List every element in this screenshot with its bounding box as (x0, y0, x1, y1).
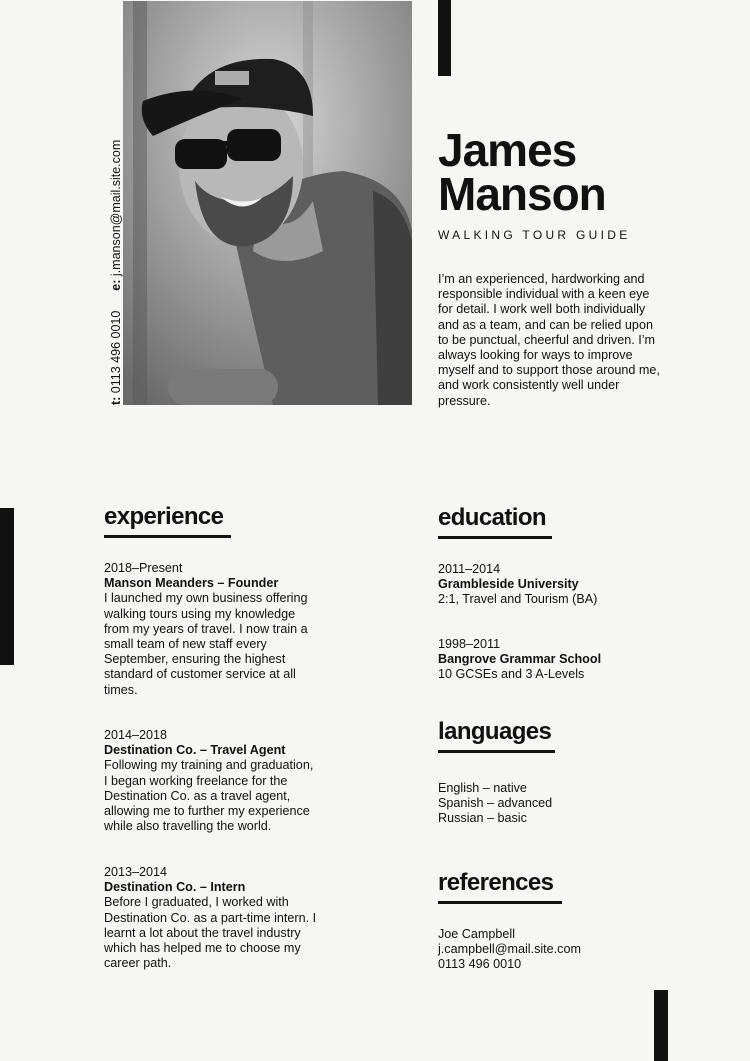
profile-photo (123, 1, 412, 405)
email-contact[interactable]: e: j.manson@mail.site.com (109, 139, 123, 291)
education-item (438, 637, 678, 683)
bottom-accent-bar (654, 990, 668, 1061)
education-heading: education (438, 504, 552, 539)
experience-dates: 2014–2018 (104, 728, 168, 742)
profile-summary: I’m an experienced, hardworking and responsible individual with a keen eye for detail. I work well both individually and as a team, and can be relied upon to be punctual, cheerful and driven. I’m always looking for ways to improve myself and to support those around me, and work consistently well under pressure. (438, 272, 660, 408)
experience-position: Destination Co. – Travel Agent (104, 743, 286, 758)
reference-name: Joe Campbell (438, 927, 516, 941)
education-item (438, 562, 678, 608)
reference-email[interactable]: j.campbell@mail.site.com (438, 942, 581, 957)
contact-info (106, 0, 126, 405)
education-detail: 10 GCSEs and 3 A-Levels (438, 667, 585, 682)
references-heading: references (438, 869, 562, 904)
phone-contact[interactable]: t: 0113 496 0010 (109, 310, 123, 405)
experience-position: Destination Co. – Intern (104, 880, 246, 895)
experience-item (104, 728, 319, 834)
experience-description: Following my training and graduation, I began working freelance for the Destination Co. as a travel agent, allowing me to further my experience while also travelling the world. (104, 758, 314, 834)
experience-position: Manson Meanders – Founder (104, 576, 279, 591)
experience-description: Before I graduated, I worked with Destination Co. as a part-time intern. I learnt a lot about the travel industry which has helped me to choose my career path. (104, 895, 317, 971)
experience-heading: experience (104, 503, 231, 538)
experience-dates: 2018–Present (104, 561, 183, 575)
last-name: Manson (438, 168, 606, 220)
education-dates: 2011–2014 (438, 562, 501, 576)
first-name: James (438, 124, 577, 176)
left-accent-bar (0, 508, 14, 665)
language-item: Spanish – advanced (438, 796, 553, 811)
reference-contact (438, 927, 678, 973)
experience-item (104, 561, 319, 698)
language-item: English – native (438, 781, 527, 795)
candidate-name (438, 124, 606, 220)
education-detail: 2:1, Travel and Tourism (BA) (438, 592, 598, 607)
experience-item (104, 865, 319, 971)
education-school: Bangrove Grammar School (438, 652, 602, 667)
education-dates: 1998–2011 (438, 637, 501, 651)
top-accent-bar (438, 0, 451, 76)
experience-dates: 2013–2014 (104, 865, 168, 879)
languages-list (438, 781, 678, 827)
languages-heading: languages (438, 718, 555, 753)
reference-phone[interactable]: 0113 496 0010 (438, 957, 522, 972)
job-role: WALKING TOUR GUIDE (438, 228, 631, 242)
experience-description: I launched my own business offering walking tours using my knowledge from my years of travel. I now train a small team of new staff every September, ensuring the highest standard of customer service at all times. (104, 591, 308, 697)
education-school: Grambleside University (438, 577, 579, 592)
language-item: Russian – basic (438, 811, 527, 826)
